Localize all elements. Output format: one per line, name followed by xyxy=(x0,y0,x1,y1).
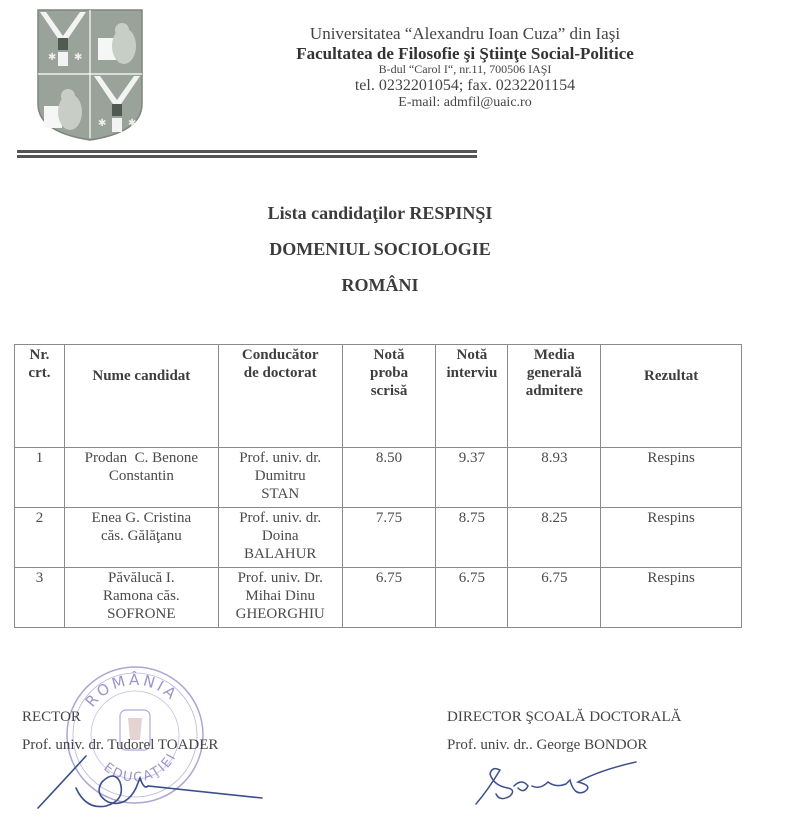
header-average: Media generală admitere xyxy=(508,345,601,448)
cell-written-grade: 7.75 xyxy=(342,508,436,568)
title-line-2: DOMENIUL SOCIOLOGIE xyxy=(269,239,491,259)
cell-supervisor: Prof. univ. Dr. Mihai Dinu GHEORGHIU xyxy=(218,568,342,628)
cell-average: 6.75 xyxy=(508,568,601,628)
table-row xyxy=(15,568,742,628)
cell-average: 8.25 xyxy=(508,508,601,568)
title-line-1: Lista candidaţilor RESPINŞI xyxy=(267,203,493,223)
cell-nr: 1 xyxy=(15,448,65,508)
header-result: Rezultat xyxy=(601,345,742,448)
cell-nr: 3 xyxy=(15,568,65,628)
director-signature-block xyxy=(447,710,681,753)
cell-interview-grade: 6.75 xyxy=(436,568,508,628)
svg-text:✱: ✱ xyxy=(98,118,107,129)
rector-signature-icon xyxy=(36,748,266,818)
university-crest-icon xyxy=(36,8,144,142)
stamp-text-bottom: EDUCAŢIEI xyxy=(100,750,181,786)
director-title: DIRECTOR ŞCOALĂ DOCTORALĂ xyxy=(447,709,682,725)
cell-supervisor: Prof. univ. dr. Doina BALAHUR xyxy=(218,508,342,568)
header-name: Nume candidat xyxy=(64,345,218,448)
cell-name: Prodan C. Benone Constantin xyxy=(64,448,218,508)
table-row xyxy=(15,448,742,508)
table-header-row xyxy=(15,345,742,448)
document-title xyxy=(0,203,760,296)
cell-written-grade: 8.50 xyxy=(342,448,436,508)
rector-signature-block xyxy=(22,710,218,753)
rector-name: Prof. univ. dr. Tudorel TOADER xyxy=(22,737,219,753)
faculty-name: Facultatea de Filosofie şi Ştiinţe Social-Politice xyxy=(296,43,634,63)
header-supervisor: Conducător de doctorat xyxy=(218,345,342,448)
stamp-text-top: ROMÂNIA xyxy=(81,670,182,711)
address: B-dul “Carol I“, nr.11, 700506 IAŞI xyxy=(378,62,552,77)
cell-interview-grade: 9.37 xyxy=(436,448,508,508)
cell-name: Enea G. Cristina căs. Gălăţanu xyxy=(64,508,218,568)
director-name: Prof. univ. dr.. George BONDOR xyxy=(447,737,648,753)
cell-supervisor: Prof. univ. dr. Dumitru STAN xyxy=(218,448,342,508)
cell-nr: 2 xyxy=(15,508,65,568)
svg-text:✱: ✱ xyxy=(128,118,137,129)
cell-interview-grade: 8.75 xyxy=(436,508,508,568)
header-written-grade: Notă proba scrisă xyxy=(342,345,436,448)
letterhead xyxy=(250,24,680,111)
cell-average: 8.93 xyxy=(508,448,601,508)
phone-fax: tel. 0232201054; fax. 0232201154 xyxy=(354,76,576,94)
cell-written-grade: 6.75 xyxy=(342,568,436,628)
director-signature-icon xyxy=(470,760,640,810)
title-line-3: ROMÂNI xyxy=(341,275,419,295)
cell-name: Păvălucă I. Ramona căs. SOFRONE xyxy=(64,568,218,628)
svg-text:✱: ✱ xyxy=(48,52,57,63)
svg-text:✱: ✱ xyxy=(74,52,83,63)
cell-result: Respins xyxy=(601,568,742,628)
university-name: Universitatea “Alexandru Ioan Cuza” din Iaşi xyxy=(309,24,621,43)
cell-result: Respins xyxy=(601,448,742,508)
header-interview-grade: Notă interviu xyxy=(436,345,508,448)
email: E-mail: admfil@uaic.ro xyxy=(398,95,532,111)
results-table xyxy=(14,344,742,628)
rector-title: RECTOR xyxy=(22,709,81,725)
cell-result: Respins xyxy=(601,508,742,568)
header-nr: Nr. crt. xyxy=(15,345,65,448)
table-row xyxy=(15,508,742,568)
